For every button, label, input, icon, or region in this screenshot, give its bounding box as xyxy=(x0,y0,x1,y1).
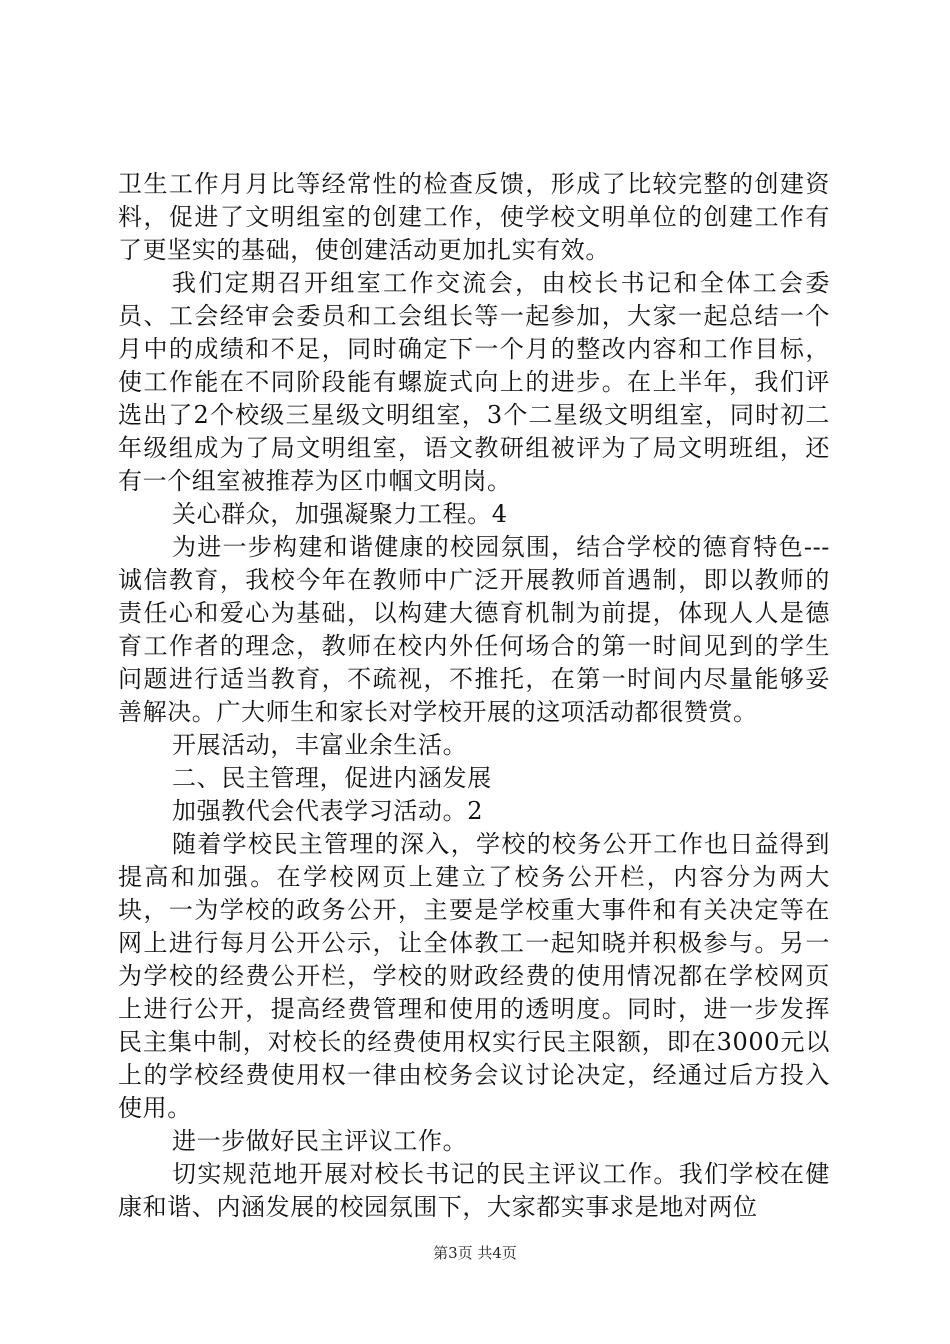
section-heading: 加强教代会代表学习活动。2 xyxy=(172,797,484,825)
section-heading: 二、民主管理，促进内涵发展 xyxy=(172,764,492,792)
paragraph: 随着学校民主管理的深入，学校的校务公开工作也日益得到提高和加强。在学校网页上建立了校务公开栏，内容分为两大块，一为学校的政务公开，主要是学校重大事件和有关决定等在网上进行每月公开公示，让全体教工一起知晓并积极参与。另一为学校的经费公开栏，学校的财政经费的使用情况都在学校网页上进行公开，提高经费管理和使用的透明度。同时，进一步发挥民主集中制，对校长的经费使用权实行民主限额，即在3000元以上的学校经费使用权一律由校务会议讨论决定，经通过后方投入使用。 xyxy=(118,830,830,1122)
paragraph: 为进一步构建和谐健康的校园氛围，结合学校的德育特色---诚信教育，我校今年在教师中广泛开展教师首遇制，即以教师的责任心和爱心为基础，以构建大德育机制为前提，体现人人是德育工作者的理念，教师在校内外任何场合的第一时间见到的学生问题进行适当教育，不疏视，不推托，在第一时间内尽量能够妥善解决。广大师生和家长对学校开展的这项活动都很赞赏。 xyxy=(118,533,830,726)
section-heading: 开展活动，丰富业余生活。 xyxy=(172,731,468,759)
section-heading: 关心群众，加强凝聚力工程。4 xyxy=(172,500,508,528)
section-heading: 进一步做好民主评议工作。 xyxy=(172,1127,468,1155)
document-body xyxy=(118,168,830,1224)
page-footer: 第3页 共4页 xyxy=(433,1244,517,1262)
paragraph: 切实规范地开展对校长书记的民主评议工作。我们学校在健康和谐、内涵发展的校园氛围下，大家都实事求是地对两位 xyxy=(118,1160,830,1221)
paragraph: 我们定期召开组室工作交流会，由校长书记和全体工会委员、工会经审会委员和工会组长等一起参加，大家一起总结一个月中的成绩和不足，同时确定下一个月的整改内容和工作目标，使工作能在不同阶段能有螺旋式向上的进步。在上半年，我们评选出了2个校级三星级文明组室，3个二星级文明组室，同时初二年级组成为了局文明组室，语文教研组被评为了局文明班组，还有一个组室被推荐为区巾帼文明岗。 xyxy=(118,269,830,495)
paragraph: 卫生工作月月比等经常性的检查反馈，形成了比较完整的创建资料，促进了文明组室的创建工作，使学校文明单位的创建工作有了更坚实的基础，使创建活动更加扎实有效。 xyxy=(118,170,830,264)
